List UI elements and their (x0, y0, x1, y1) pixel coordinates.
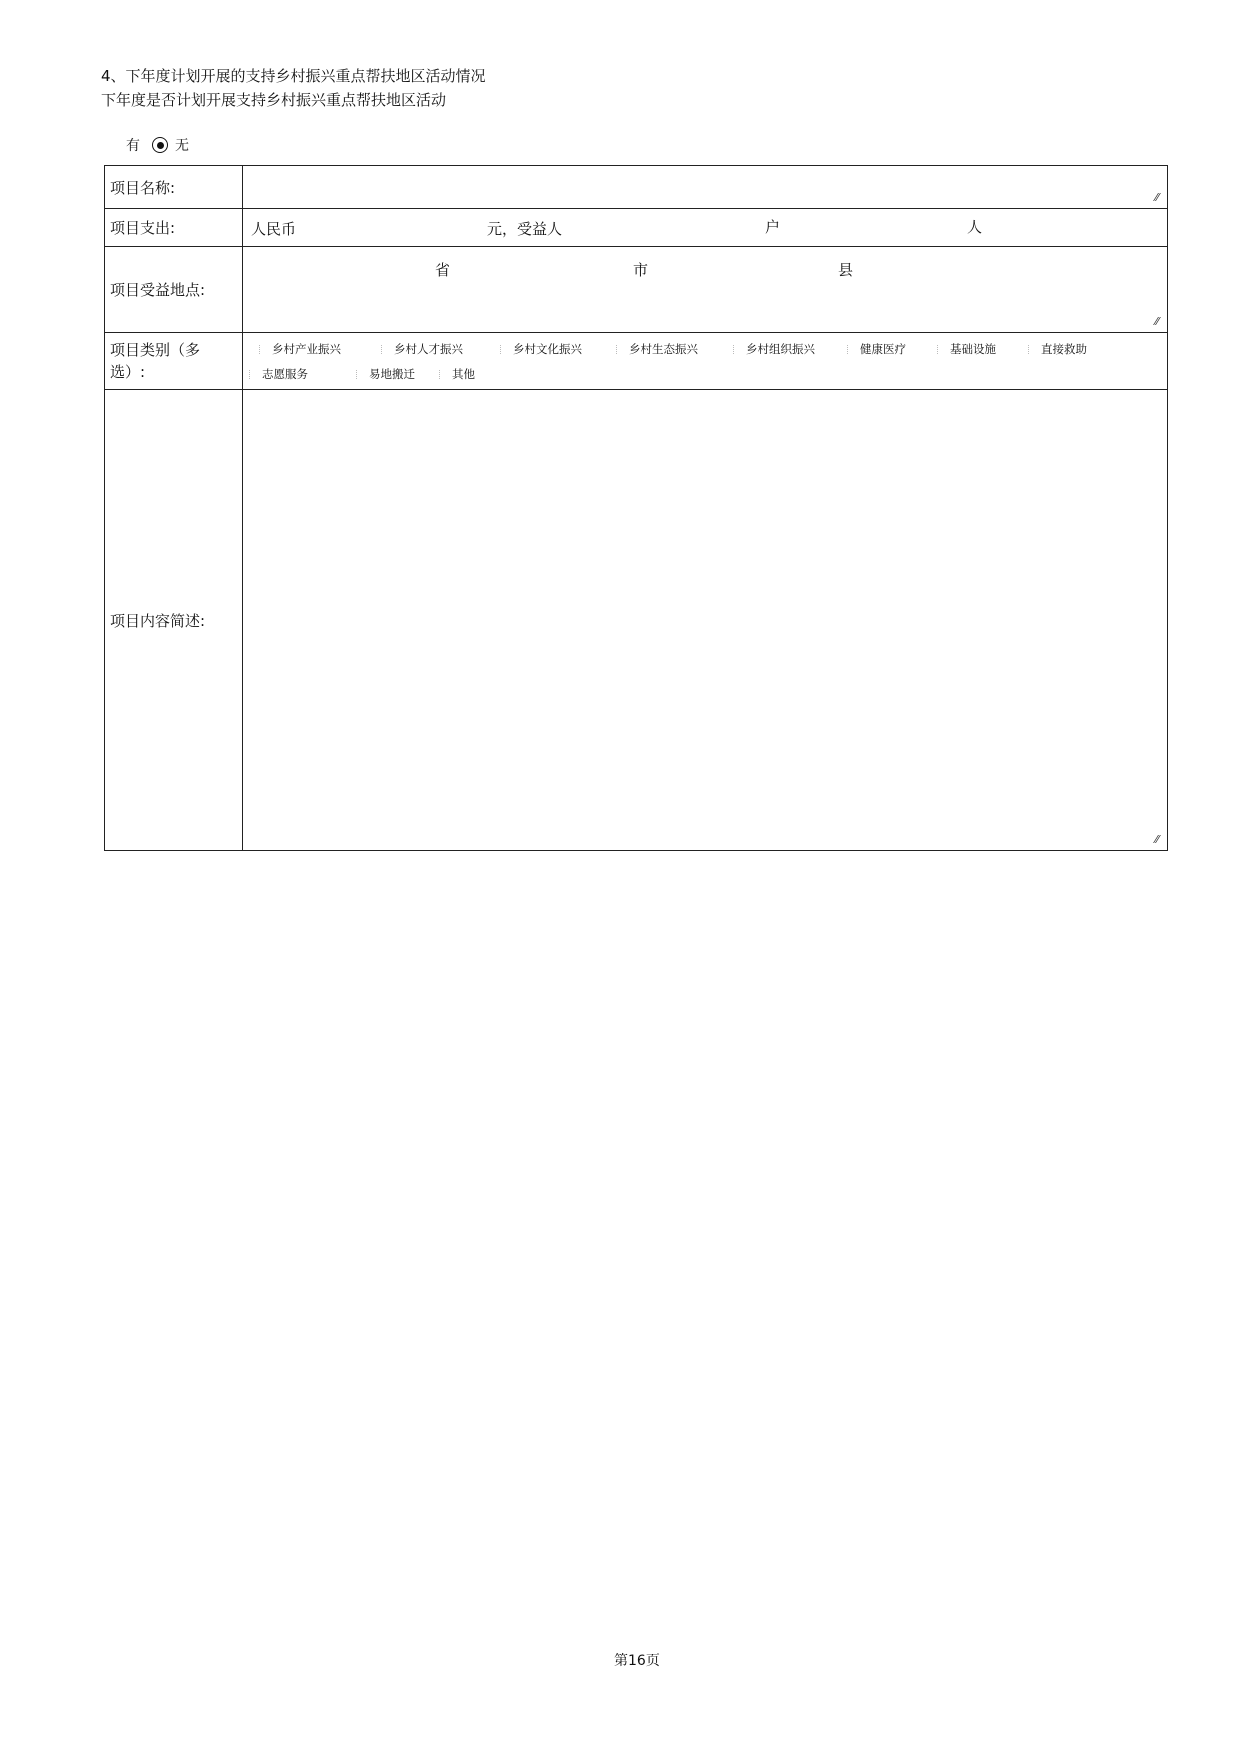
radio-label-no: 无 (175, 138, 189, 154)
category-checkbox[interactable] (500, 341, 582, 357)
project-name-label: 项目名称: (105, 166, 243, 208)
category-option-label: 基础设施 (950, 342, 996, 356)
category-option-label: 乡村生态振兴 (629, 342, 698, 356)
radio-selected-icon[interactable] (152, 137, 168, 153)
category-option-label: 志愿服务 (262, 367, 308, 381)
category-option-label: 乡村人才振兴 (394, 342, 463, 356)
person-unit-label: 人 (967, 218, 983, 236)
resize-handle-icon[interactable]: ⁄⁄ (1155, 833, 1159, 846)
category-option-label: 健康医疗 (860, 342, 906, 356)
yuan-beneficiary-label: 元，受益人 (487, 220, 563, 238)
project-category-field (243, 333, 1167, 389)
project-expense-field (243, 209, 1167, 246)
person-count-input[interactable] (788, 213, 948, 239)
project-expense-label: 项目支出: (105, 209, 243, 246)
category-option-label: 其他 (452, 367, 475, 381)
project-category-label (105, 333, 243, 389)
category-checkbox[interactable] (439, 366, 475, 382)
category-option-label: 乡村文化振兴 (513, 342, 582, 356)
category-option-label: 易地搬迁 (369, 367, 415, 381)
resize-handle-icon[interactable]: ⁄⁄ (1155, 315, 1159, 328)
project-category-label-line1: 项目类别（多 (110, 341, 201, 359)
beneficiary-location-label: 项目受益地点: (105, 247, 243, 332)
beneficiary-location-field (243, 247, 1167, 332)
plan-radio-group (126, 134, 189, 156)
row-project-category (105, 333, 1167, 390)
project-form (104, 165, 1168, 851)
county-select[interactable] (693, 251, 823, 277)
city-select[interactable] (493, 251, 613, 277)
household-unit-label: 户 (765, 218, 781, 236)
project-description-label: 项目内容简述: (105, 390, 243, 850)
category-option-label: 乡村产业振兴 (272, 342, 341, 356)
city-label: 市 (633, 261, 649, 279)
category-option-label: 直接救助 (1041, 342, 1087, 356)
row-project-description (105, 390, 1167, 850)
project-description-textarea[interactable] (243, 390, 1167, 850)
radio-option-no[interactable] (152, 135, 189, 155)
radio-option-yes[interactable] (126, 135, 152, 155)
province-label: 省 (435, 261, 451, 279)
resize-handle-icon[interactable]: ⁄⁄ (1155, 191, 1159, 204)
section-title: 4、下年度计划开展的支持乡村振兴重点帮扶地区活动情况 (101, 67, 486, 85)
row-beneficiary-location (105, 247, 1167, 333)
category-checkbox[interactable] (847, 341, 906, 357)
location-detail-input[interactable] (247, 285, 1147, 325)
category-checkbox[interactable] (381, 341, 463, 357)
project-category-label-line2: 选）: (110, 363, 146, 381)
page-number: 第16页 (614, 1653, 660, 1669)
row-project-name (105, 166, 1167, 209)
amount-input[interactable] (325, 213, 465, 239)
category-checkbox[interactable] (259, 341, 341, 357)
currency-label: 人民币 (251, 220, 297, 238)
project-name-input[interactable] (243, 166, 1167, 208)
category-checkbox[interactable] (1028, 341, 1087, 357)
category-option-label: 乡村组织振兴 (746, 342, 815, 356)
household-count-input[interactable] (588, 213, 758, 239)
county-label: 县 (838, 261, 854, 279)
category-checkbox[interactable] (356, 366, 415, 382)
radio-label-yes: 有 (126, 138, 140, 154)
row-project-expense (105, 209, 1167, 247)
category-checkbox[interactable] (249, 366, 308, 382)
category-checkbox[interactable] (616, 341, 698, 357)
province-select[interactable] (303, 251, 413, 277)
category-checkbox[interactable] (733, 341, 815, 357)
section-question: 下年度是否计划开展支持乡村振兴重点帮扶地区活动 (101, 91, 447, 109)
category-checkbox[interactable] (937, 341, 996, 357)
